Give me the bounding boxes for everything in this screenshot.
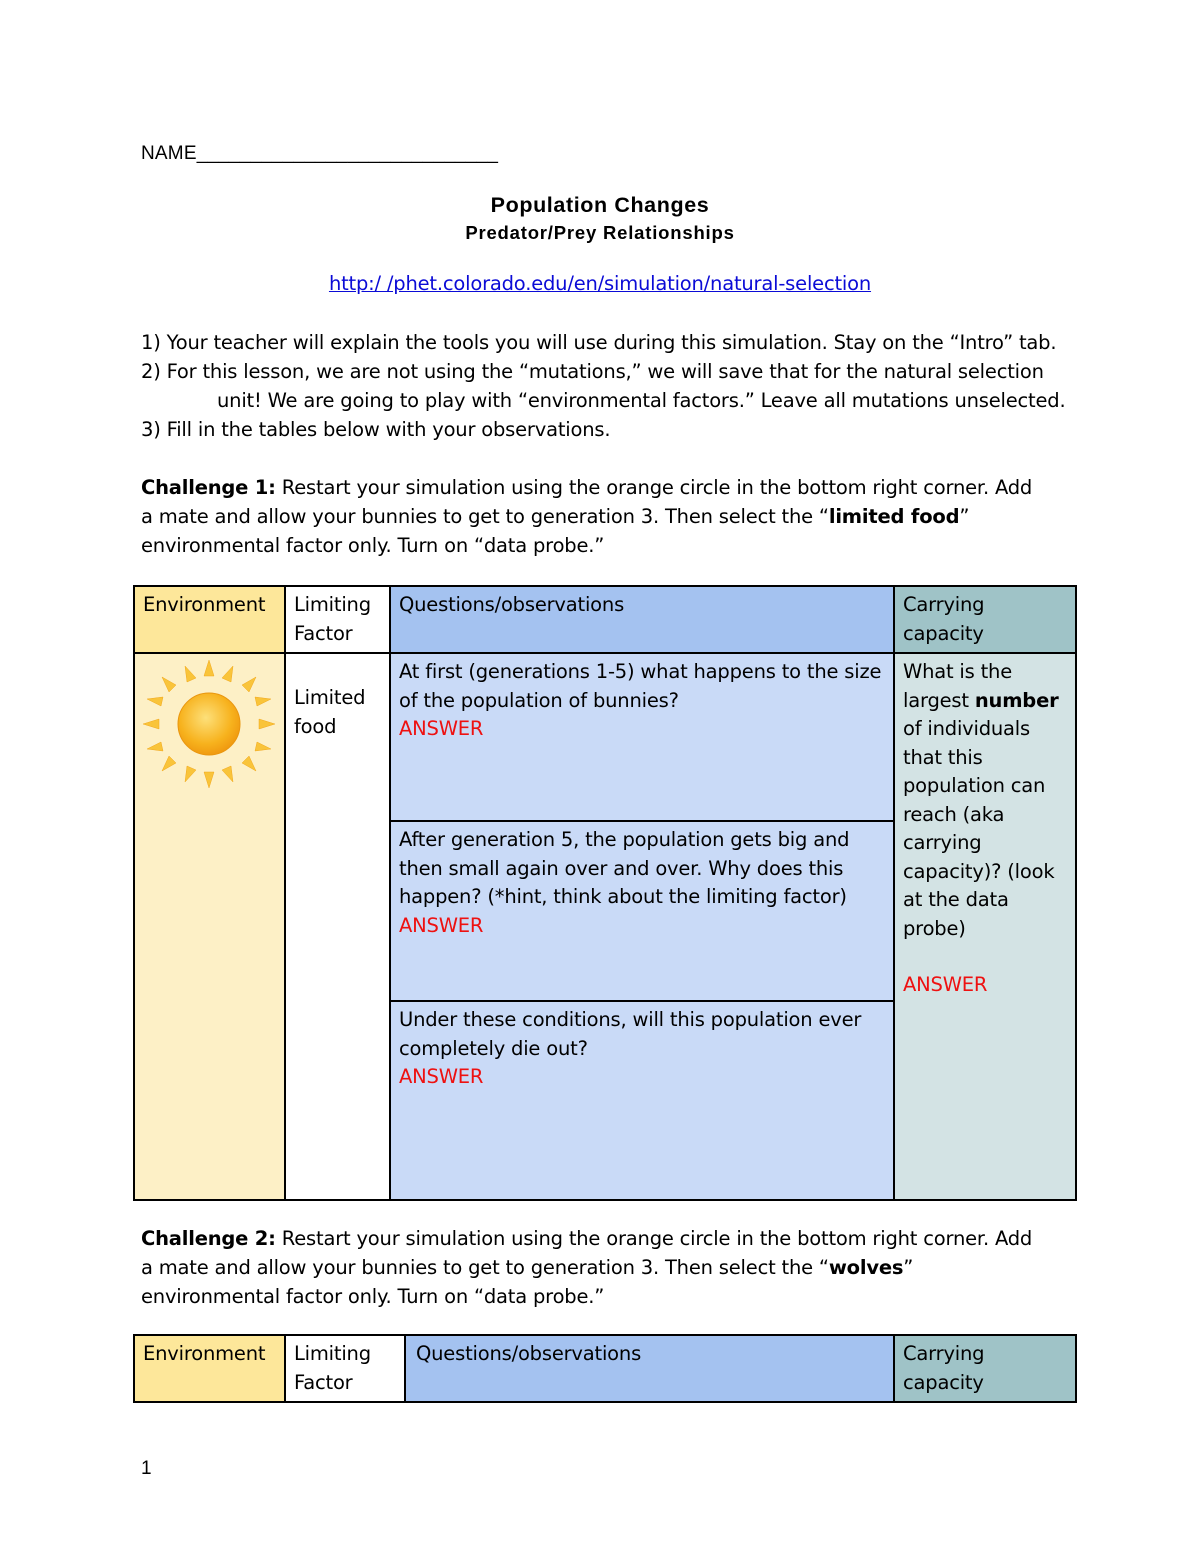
header-carrying-capacity: Carrying capacity: [894, 586, 1076, 653]
header-environment: Environment: [134, 586, 285, 653]
challenge-2-table: [133, 1334, 1077, 1403]
challenge-2-description: Challenge 2: Restart your simulation using the orange circle in the bottom right corner. Add a mate and allow your bunnies to get to generation 3. Then select the “wolves” environmental factor only. Turn on “data probe.”: [141, 1227, 1033, 1308]
challenge-1-table: [133, 585, 1077, 1201]
question-2-answer[interactable]: ANSWER: [399, 913, 484, 937]
limiting-factor-value: Limited food: [285, 653, 390, 1200]
environment-cell: [134, 653, 285, 1200]
header-questions: Questions/observations: [405, 1335, 894, 1402]
challenge-1-label: Challenge 1:: [141, 476, 276, 499]
challenge-1-description: Challenge 1: Restart your simulation using the orange circle in the bottom right corner. Add a mate and allow your bunnies to get to generation 3. Then select the “limited food” environmental factor only. Turn on “data probe.”: [141, 476, 1033, 557]
page-number: 1: [141, 1458, 152, 1479]
header-questions: Questions/observations: [390, 586, 894, 653]
question-1-answer[interactable]: ANSWER: [399, 717, 484, 740]
question-1-cell[interactable]: [390, 653, 894, 821]
page-title: Population Changes: [490, 193, 710, 217]
name-label: NAME: [141, 143, 197, 164]
challenge-2-factor: wolves: [828, 1256, 904, 1279]
name-line: ____________________________: [196, 143, 499, 164]
question-3-answer[interactable]: ANSWER: [399, 1065, 484, 1088]
question-3-cell[interactable]: [390, 1001, 894, 1200]
instruction-2-continued: unit! We are going to play with “environmental factors.” Leave all mutations unselected.: [217, 389, 1066, 412]
instruction-2: 2) For this lesson, we are not using the “mutations,” we will save that for the natural selection: [141, 360, 1044, 383]
page-subtitle: Predator/Prey Relationships: [465, 222, 735, 243]
header-limiting-factor: Limiting Factor: [285, 1335, 405, 1402]
capacity-answer[interactable]: ANSWER: [903, 973, 988, 996]
instruction-1: 1) Your teacher will explain the tools you will use during this simulation. Stay on the “Intro” tab.: [141, 331, 1057, 354]
simulation-link[interactable]: http:/ /phet.colorado.edu/en/simulation/natural-selection: [328, 272, 872, 295]
header-carrying-capacity: Carrying capacity: [894, 1335, 1076, 1402]
question-2-text: After generation 5, the population gets big and then small again over and over. Why does this happen? (*hint, think about the limiting factor): [399, 828, 850, 908]
capacity-cell[interactable]: What is the largest number of individuals that this population can reach (aka carrying capacity)? (look at the data probe) ANSWER: [894, 653, 1076, 1200]
challenge-1-factor: limited food: [828, 505, 960, 528]
instruction-3: 3) Fill in the tables below with your observations.: [141, 418, 611, 441]
question-3-text: Under these conditions, will this population ever completely die out?: [399, 1008, 862, 1060]
header-limiting-factor: Limiting Factor: [285, 586, 390, 653]
question-1-text: At first (generations 1-5) what happens to the size of the population of bunnies?: [399, 660, 882, 712]
sun-icon: [135, 654, 281, 794]
name-field[interactable]: [141, 143, 498, 165]
challenge-2-label: Challenge 2:: [141, 1227, 276, 1250]
header-environment: Environment: [134, 1335, 285, 1402]
question-2-cell[interactable]: [390, 821, 894, 1001]
